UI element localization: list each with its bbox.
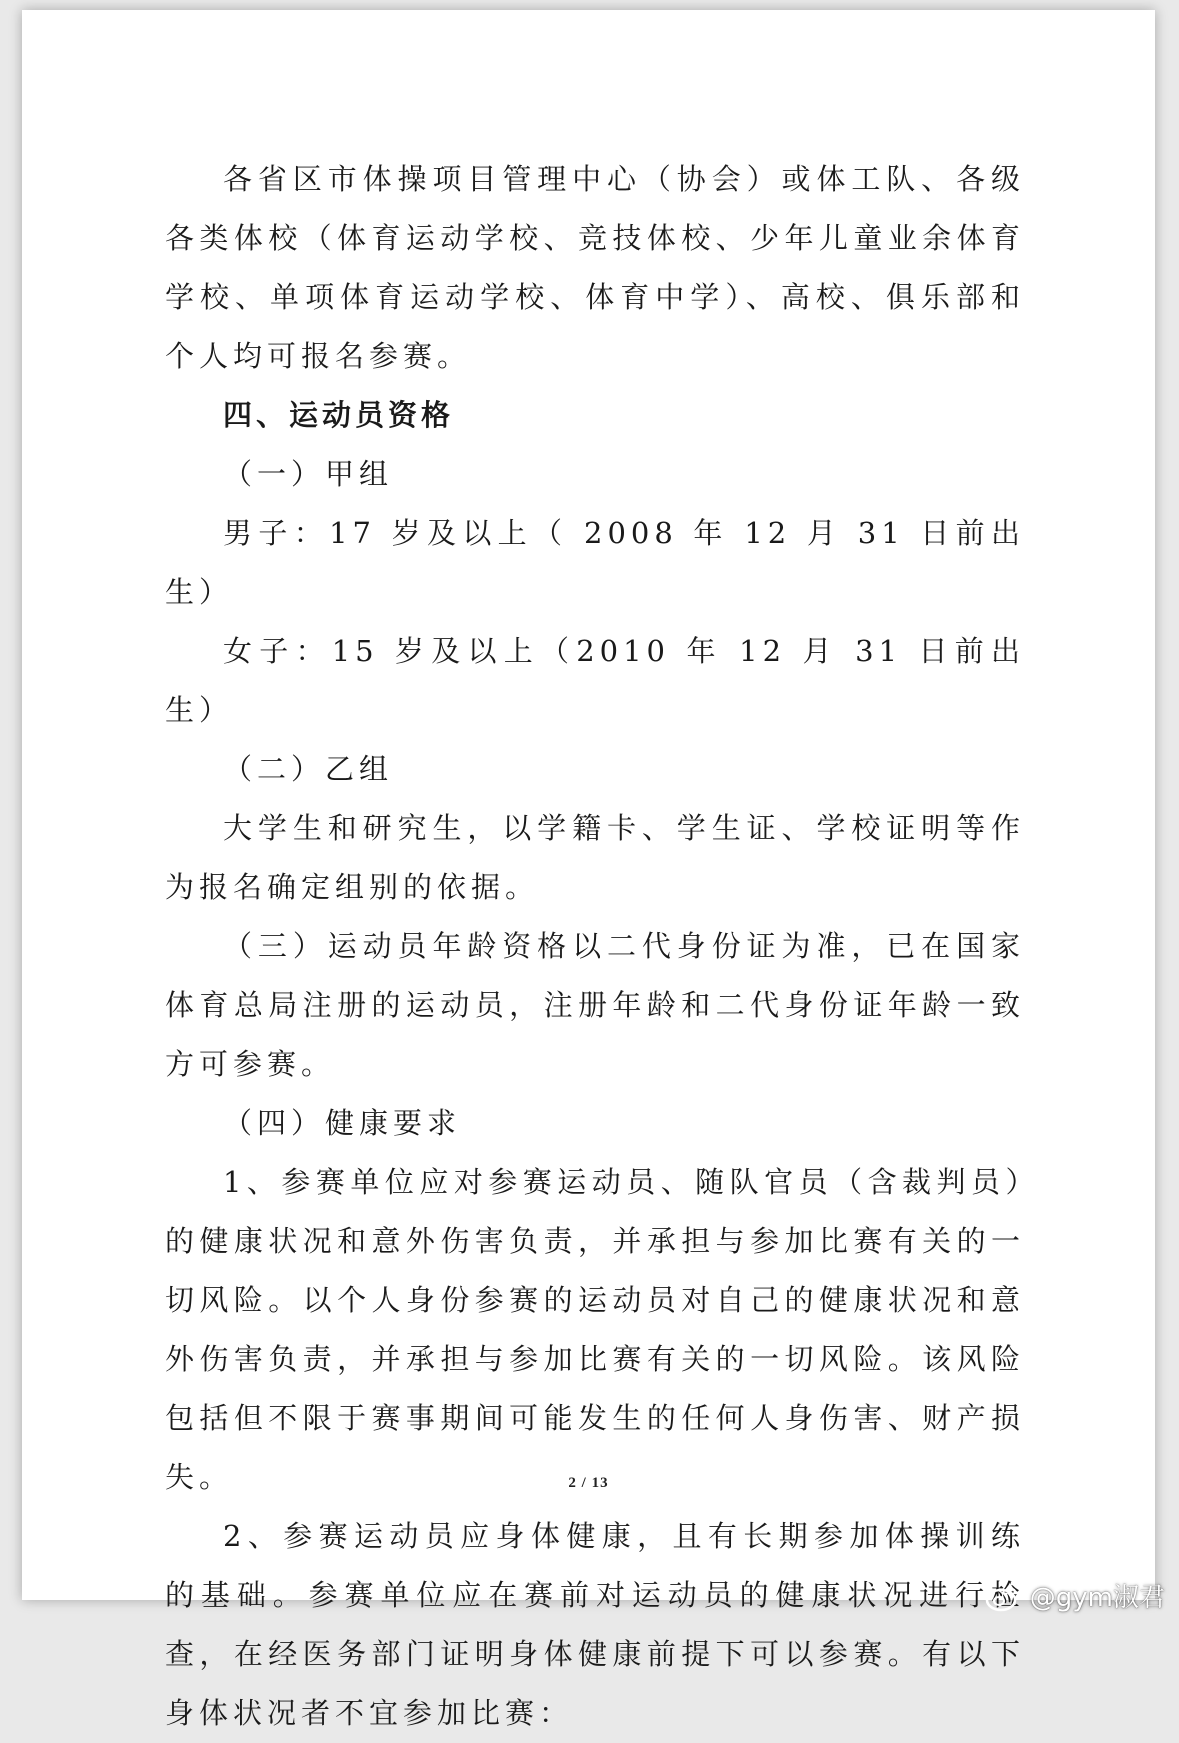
paragraph: 1、参赛单位应对参赛运动员、随队官员（含裁判员）的健康状况和意外伤害负责，并承担与参加比赛有关的一切风险。以个人身份参赛的运动员对自己的健康状况和意外伤害负责，并承担与参加比赛有关的一切风险。该风险包括但不限于赛事期间可能发生的任何人身伤害、财产损失。 — [165, 1165, 1025, 1494]
paragraph: 各省区市体操项目管理中心（协会）或体工队、各级各类体校（体育运动学校、竞技体校、少年儿童业余体育学校、单项体育运动学校、体育中学）、高校、俱乐部和个人均可报名参赛。 — [165, 162, 1025, 373]
paragraph: （四）健康要求 — [223, 1106, 462, 1140]
watermark-text: @gym淑君 — [1029, 1583, 1165, 1613]
paragraph: 大学生和研究生，以学籍卡、学生证、学校证明等作为报名确定组别的依据。 — [165, 811, 1025, 904]
paragraph: 男子：17 岁及以上（ 2008 年 12 月 31 日前出生） — [165, 516, 1025, 609]
paragraph: （二）乙组 — [223, 752, 394, 786]
paragraph: 女子：15 岁及以上（2010 年 12 月 31 日前出生） — [165, 634, 1025, 727]
section-heading: 四、运动员资格 — [223, 398, 455, 432]
page-number: 2 / 13 — [568, 1475, 609, 1491]
document-page — [22, 10, 1155, 1730]
document-body — [165, 150, 1025, 1743]
paragraph: （三）运动员年龄资格以二代身份证为准，已在国家体育总局注册的运动员，注册年龄和二代身份证年龄一致方可参赛。 — [165, 929, 1025, 1081]
weibo-watermark — [984, 1577, 1165, 1614]
weibo-icon — [984, 1580, 1024, 1612]
paragraph: （一）甲组 — [223, 457, 394, 491]
paragraph: 2、参赛运动员应身体健康，且有长期参加体操训练的基础。参赛单位应在赛前对运动员的健康状况进行检查，在经医务部门证明身体健康前提下可以参赛。有以下身体状况者不宜参加比赛： — [165, 1519, 1025, 1730]
